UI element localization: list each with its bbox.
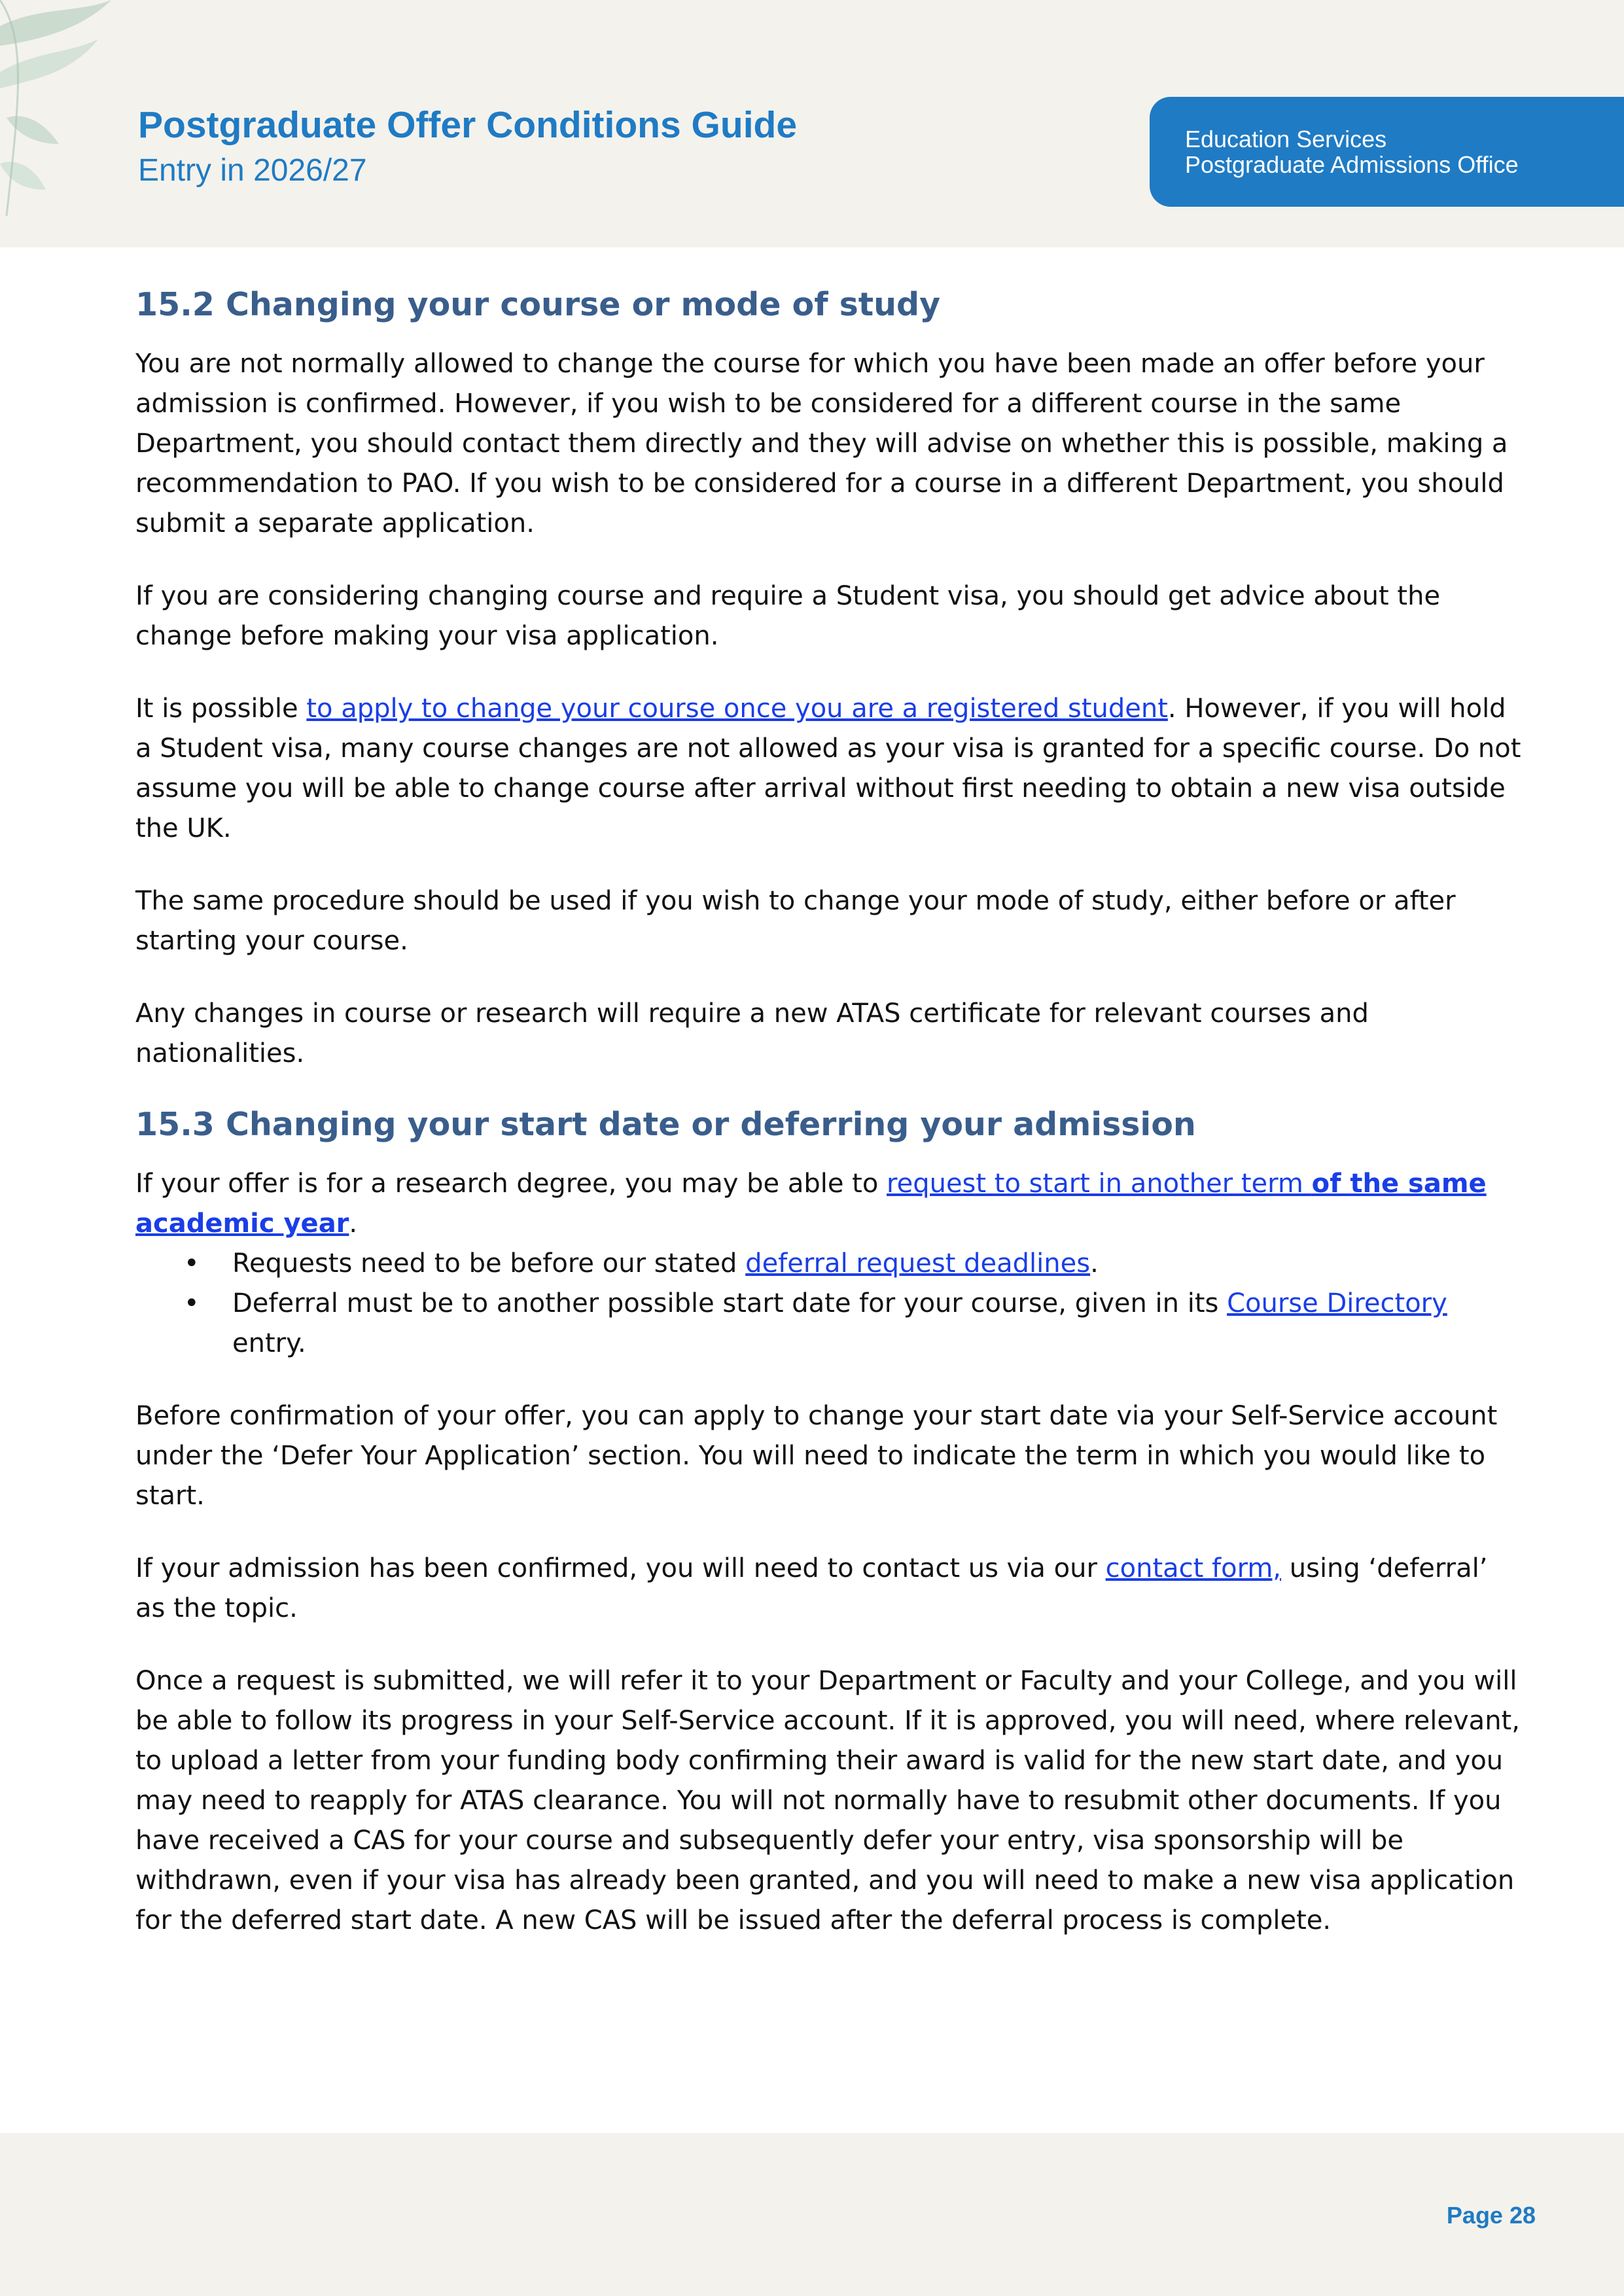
- footer-band: [0, 2133, 1624, 2296]
- para-text: If your admission has been confirmed, you will need to contact us via our: [135, 1553, 1106, 1583]
- section-15-2-para-5: Any changes in course or research will require a new ATAS certificate for relevant courses and nationalities.: [135, 998, 1369, 1069]
- main-content: [135, 280, 1523, 1973]
- office-line-1: Education Services: [1185, 126, 1387, 152]
- section-15-2-para-2: If you are considering changing course and require a Student visa, you should get advice about the change before making your visa application.: [135, 581, 1441, 651]
- page-number: Page 28: [1446, 2202, 1536, 2229]
- document-title: Postgraduate Offer Conditions Guide: [138, 104, 798, 146]
- bullet-list: [135, 1244, 1523, 1364]
- list-text: Deferral must be to another possible start date for your course, given in its: [232, 1288, 1227, 1318]
- list-text: .: [1090, 1248, 1099, 1279]
- section-15-2-heading: 15.2 Changing your course or mode of study: [135, 286, 941, 323]
- section-15-2-para-1: You are not normally allowed to change the course for which you have been made an offer before your admission is confirmed. However, if you wish to be considered for a different course in the same Department, you should contact them directly and they will advise on whether this is possible, making a recommendation to PAO. If you wish to be considered for a course in a different Department, you should submit a separate application.: [135, 349, 1508, 539]
- section-15-3-para-3: [135, 1549, 1523, 1629]
- deferral-deadlines-link[interactable]: deferral request deadlines: [745, 1248, 1091, 1279]
- list-text: entry.: [232, 1328, 306, 1358]
- para-text: .: [349, 1209, 358, 1239]
- document-subtitle: Entry in 2026/27: [138, 153, 367, 188]
- contact-form-link[interactable]: contact form,: [1105, 1553, 1282, 1583]
- para-text: . However, if you will hold a Student visa, many course changes are not allowed as your visa is granted for a specific course. Do not assume you will be able to change course after arrival without first needing to obtain a new visa outside the UK.: [135, 694, 1521, 843]
- section-15-2-para-4: The same procedure should be used if you wish to change your mode of study, either before or after starting your course.: [135, 886, 1456, 956]
- office-badge: [1150, 97, 1624, 207]
- list-item: [135, 1284, 1523, 1364]
- link-text: request to start in another term: [887, 1169, 1312, 1199]
- list-item: [135, 1244, 1523, 1284]
- bullet-icon: •: [184, 1248, 200, 1279]
- change-course-link[interactable]: to apply to change your course once you are a registered student: [306, 694, 1168, 724]
- section-15-3-heading: 15.3 Changing your start date or deferring your admission: [135, 1106, 1196, 1143]
- section-15-3-para-1: [135, 1164, 1523, 1244]
- section-15-2-para-3: [135, 689, 1523, 849]
- section-15-3-para-2: Before confirmation of your offer, you can apply to change your start date via your Self-Service account under the ‘Defer Your Application’ section. You will need to indicate the term in which you would like to start.: [135, 1401, 1498, 1511]
- section-15-3-para-4: Once a request is submitted, we will refer it to your Department or Faculty and your College, and you will be able to follow its progress in your Self-Service account. If it is approved, you will need, where relevant, to upload a letter from your funding body confirming their award is valid for the new start date, and you may need to reapply for ATAS clearance. You will not normally have to resubmit other documents. If you have received a CAS for your course and subsequently defer your entry, visa sponsorship will be withdrawn, even if your visa has already been granted, and you will need to make a new visa application for the deferred start date. A new CAS will be issued after the deferral process is complete.: [135, 1666, 1520, 1935]
- para-text: It is possible: [135, 694, 307, 724]
- link-text-bold: of the same academic year: [135, 1169, 1487, 1239]
- office-line-2: Postgraduate Admissions Office: [1185, 151, 1519, 178]
- course-directory-link[interactable]: Course Directory: [1227, 1288, 1447, 1318]
- para-text: If your offer is for a research degree, you may be able to: [135, 1169, 887, 1199]
- bullet-icon: •: [184, 1288, 200, 1318]
- list-text: Requests need to be before our stated: [232, 1248, 746, 1279]
- para-text: using ‘deferral’ as the topic.: [135, 1553, 1488, 1623]
